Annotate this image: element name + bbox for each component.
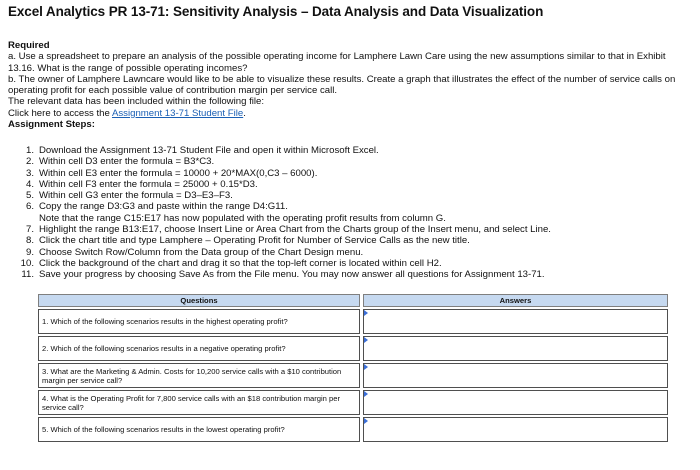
step-number: 10. xyxy=(20,257,34,269)
step-item xyxy=(14,190,692,201)
answer-input[interactable] xyxy=(364,310,667,333)
step-text: Within cell G3 enter the formula = D3–E3–F3. xyxy=(39,190,233,202)
file-link-prefix: Click here to access the xyxy=(8,107,112,119)
step-text: Click the chart title and type Lamphere – Operating Profit for Number of Service Calls as the new title. xyxy=(39,235,470,247)
step-text: Highlight the range B13:E17, choose Insert Line or Area Chart from the Charts group of the Insert menu, and select Line. xyxy=(39,224,551,236)
file-link-line xyxy=(8,108,692,119)
table-row xyxy=(38,309,668,334)
step-6-note: Note that the range C15:E17 has now populated with the operating profit results from column G. xyxy=(39,212,446,224)
step-number: 2. xyxy=(25,156,34,168)
questions-column-header: Questions xyxy=(38,294,360,307)
step-item xyxy=(14,156,692,167)
answer-input[interactable] xyxy=(364,337,667,360)
table-row xyxy=(38,336,668,361)
questions-answers-table xyxy=(35,292,671,444)
page-title: Excel Analytics PR 13-71: Sensitivity Analysis – Data Analysis and Data Visualization xyxy=(8,4,544,19)
student-file-link[interactable]: Assignment 13-71 Student File xyxy=(111,107,244,119)
answer-input[interactable] xyxy=(364,364,667,387)
assignment-steps-heading: Assignment Steps: xyxy=(8,119,95,131)
step-text: Click the background of the chart and drag it so that the top-left corner is located within cell H2. xyxy=(39,257,442,269)
step-item xyxy=(14,247,692,258)
step-text: Within cell D3 enter the formula = B3*C3. xyxy=(39,156,215,168)
answer-input[interactable] xyxy=(364,391,667,414)
table-row xyxy=(38,417,668,442)
step-text: Within cell F3 enter the formula = 25000 + 0.15*D3. xyxy=(39,178,258,190)
step-item xyxy=(14,168,692,179)
step-item xyxy=(14,145,692,156)
step-item xyxy=(14,224,692,235)
step-text: Download the Assignment 13-71 Student File and open it within Microsoft Excel. xyxy=(39,145,379,156)
step-item xyxy=(14,269,692,280)
step-number: 8. xyxy=(25,235,34,247)
step-text: Choose Switch Row/Column from the Data group of the Chart Design menu. xyxy=(39,246,364,258)
assignment-steps-list xyxy=(14,145,692,281)
file-link-suffix: . xyxy=(243,107,246,119)
step-number: 1. xyxy=(25,145,34,156)
answer-cell[interactable] xyxy=(363,417,668,442)
step-text: Save your progress by choosing Save As from the File menu. You may now answer all questions for Assignment 13-71. xyxy=(39,269,545,281)
answer-cell[interactable] xyxy=(363,390,668,415)
table-row xyxy=(38,390,668,415)
question-cell: 5. Which of the following scenarios results in the lowest operating profit? xyxy=(38,417,360,442)
answer-cell[interactable] xyxy=(363,363,668,388)
answers-column-header: Answers xyxy=(363,294,668,307)
step-number: 7. xyxy=(25,224,34,236)
answer-input[interactable] xyxy=(364,418,667,441)
table-header-row xyxy=(38,294,668,307)
step-item xyxy=(14,179,692,190)
step-text: Within cell E3 enter the formula = 10000 + 20*MAX(0,C3 – 6000). xyxy=(39,167,318,179)
step-item xyxy=(14,258,692,269)
step-text: Copy the range D3:G3 and paste within the range D4:G11. xyxy=(39,201,288,213)
step-item xyxy=(14,235,692,246)
required-section xyxy=(8,40,692,130)
question-cell: 2. Which of the following scenarios results in a negative operating profit? xyxy=(38,336,360,361)
table-row xyxy=(38,363,668,388)
required-heading: Required xyxy=(8,40,50,51)
step-number: 5. xyxy=(25,190,34,202)
answer-cell[interactable] xyxy=(363,336,668,361)
required-part-a: a. Use a spreadsheet to prepare an analysis of the possible operating income for Lamphere Lawn Care using the new assumptions similar to that in Exhibit 13.16. What is the range of possible operating incomes? xyxy=(8,51,666,74)
question-cell: 4. What is the Operating Profit for 7,800 service calls with an $18 contribution margin per service call? xyxy=(38,390,360,415)
question-cell: 3. What are the Marketing & Admin. Costs for 10,200 service calls with a $10 contribution margin per service call? xyxy=(38,363,360,388)
step-item xyxy=(14,201,692,212)
answer-cell[interactable] xyxy=(363,309,668,334)
step-number: 4. xyxy=(25,178,34,190)
step-number: 3. xyxy=(25,167,34,179)
relevant-data-text: The relevant data has been included within the following file: xyxy=(8,96,264,108)
step-number: 6. xyxy=(25,201,34,213)
required-part-b: b. The owner of Lamphere Lawncare would like to be able to visualize these results. Create a graph that illustrates the effect of the number of service calls on operating profit for each possible value of contribution margin per service call. xyxy=(8,73,676,97)
step-number: 9. xyxy=(25,246,34,258)
question-cell: 1. Which of the following scenarios results in the highest operating profit? xyxy=(38,309,360,334)
step-number: 11. xyxy=(21,269,34,281)
